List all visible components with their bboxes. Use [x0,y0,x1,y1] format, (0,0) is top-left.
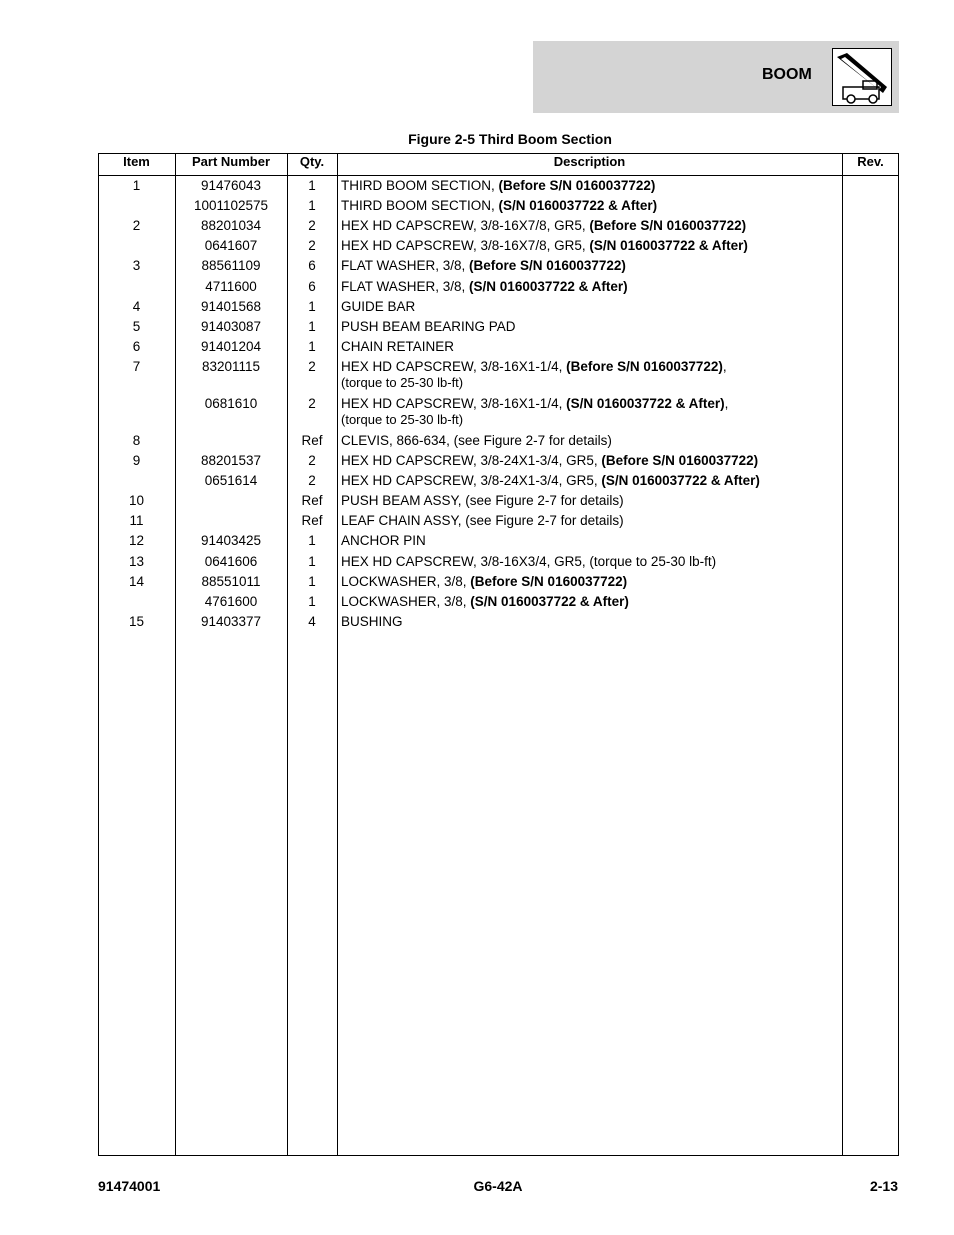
quantity: 1 [308,593,316,609]
serial-range: (S/N 0160037722 & After) [601,473,760,489]
section-title: BOOM [762,66,812,83]
description-text: HEX HD CAPSCREW, 3/8-16X7/8, GR5, [341,218,590,234]
description [341,512,841,529]
item-number: 8 [132,432,141,448]
description [341,278,841,295]
part-number: 91403087 [200,318,262,334]
quantity: 2 [308,395,316,411]
footer-page-number: 2-13 [869,1178,898,1194]
quantity: Ref [301,513,323,529]
item-number: 14 [128,573,145,589]
item-number: 10 [128,493,145,509]
description [341,395,841,428]
description [341,237,841,254]
table-row [98,337,899,357]
description [341,177,841,194]
serial-range: (Before S/N 0160037722) [498,178,656,193]
quantity: 4 [308,613,316,629]
item-number: 15 [128,613,145,629]
description-text: PUSH BEAM BEARING PAD [341,318,516,334]
footer-document-number: 91474001 [98,1178,161,1194]
part-number: 0641606 [204,553,258,569]
table-row [98,317,899,337]
table-row [98,394,899,431]
table-row [98,256,899,276]
description [341,257,841,274]
quantity: 1 [308,533,316,549]
description-text: HEX HD CAPSCREW, 3/8-16X3/4, GR5, (torque to 25-30 lb-ft) [341,553,717,569]
description-text: LOCKWASHER, 3/8, [341,573,471,589]
item-number: 12 [128,533,145,549]
serial-range: (Before S/N 0160037722) [470,573,628,589]
part-number: 91403425 [200,533,262,549]
description-text: THIRD BOOM SECTION, [341,178,499,193]
description-text: GUIDE BAR [341,298,416,314]
part-number: 1001102575 [193,198,269,214]
item-number: 1 [132,178,141,193]
description [341,452,841,469]
quantity: 1 [308,318,316,334]
part-number: 83201115 [201,358,261,374]
item-number: 4 [132,298,141,314]
description [341,492,841,509]
column-header-description: Description [553,154,626,169]
item-number: 2 [132,218,141,234]
description-text: HEX HD CAPSCREW, 3/8-16X7/8, GR5, [341,238,590,254]
quantity: 1 [308,198,316,214]
table-row [98,297,899,317]
serial-range: (Before S/N 0160037722) [566,358,723,374]
part-number: 0641607 [204,238,258,254]
description-text: PUSH BEAM ASSY, (see Figure 2-7 for details) [341,493,624,509]
part-number: 91403377 [200,613,262,629]
quantity: 2 [308,358,316,374]
description-text: CHAIN RETAINER [341,338,455,354]
description [341,358,841,391]
figure-title: Figure 2-5 Third Boom Section [408,131,612,147]
quantity: 2 [308,453,316,468]
quantity: 6 [308,258,316,274]
description [341,298,841,315]
quantity: 1 [308,178,316,193]
table-row [98,431,899,451]
item-number: 7 [132,358,141,374]
quantity: 2 [308,473,316,489]
description [341,338,841,355]
table-row [98,277,899,297]
table-row [98,357,899,394]
table-row [98,612,899,632]
column-header-item: Item [123,154,150,169]
table-row [98,216,899,236]
quantity: Ref [301,432,323,448]
footer-model: G6-42A [473,1178,523,1194]
description-text: THIRD BOOM SECTION, [341,198,499,214]
serial-range: (S/N 0160037722 & After) [470,593,629,609]
boom-icon [832,48,892,106]
quantity: 2 [308,218,316,234]
serial-range: (S/N 0160037722 & After) [566,395,725,411]
table-row [98,471,899,491]
description [341,532,841,549]
serial-range: (S/N 0160037722 & After) [498,198,658,214]
item-number: 3 [132,258,141,274]
description [341,613,841,630]
serial-range: (S/N 0160037722 & After) [589,238,748,254]
description-text: LEAF CHAIN ASSY, (see Figure 2-7 for details) [341,513,624,529]
description-text: HEX HD CAPSCREW, 3/8-24X1-3/4, GR5, [341,473,602,489]
description-text: BUSHING [341,613,403,629]
part-number: 91401204 [200,338,262,354]
quantity: 6 [308,278,316,294]
item-number: 6 [132,338,141,354]
part-number: 88201034 [200,218,262,234]
serial-range: (Before S/N 0160037722) [469,258,626,274]
quantity: Ref [301,493,323,509]
part-number: 91476043 [200,178,262,193]
description [341,593,841,610]
part-number: 4711600 [205,278,257,294]
description-text: FLAT WASHER, 3/8, [341,258,470,274]
serial-range: (Before S/N 0160037722) [589,218,747,234]
description-text: LOCKWASHER, 3/8, [341,593,471,609]
item-number: 9 [132,453,141,468]
item-number: 11 [129,513,144,529]
column-header-part-number: Part Number [191,154,271,169]
table-row [98,572,899,592]
part-number: 91401568 [200,298,262,314]
description [341,573,841,590]
description-tail: , [724,395,729,411]
quantity: 1 [308,573,316,589]
column-header-rev: Rev. [857,154,884,169]
table-row [98,592,899,612]
table-row [98,451,899,471]
description-text: CLEVIS, 866-634, (see Figure 2-7 for details) [341,432,612,448]
part-number: 88551011 [201,573,261,589]
part-number: 0651614 [204,473,258,489]
part-number: 88561109 [201,258,261,274]
description-tail: , [722,358,727,374]
table-row [98,236,899,256]
part-number: 88201537 [200,453,262,468]
quantity: 1 [308,298,316,314]
description-text: ANCHOR PIN [341,533,426,549]
serial-range: (Before S/N 0160037722) [601,453,759,468]
description-text: HEX HD CAPSCREW, 3/8-16X1-1/4, [341,358,567,374]
item-number: 5 [132,318,141,334]
serial-range: (S/N 0160037722 & After) [469,278,628,294]
description [341,318,841,335]
column-header-qty: Qty. [299,154,325,169]
quantity: 1 [308,553,316,569]
description [341,432,841,449]
description [341,472,841,489]
description [341,553,841,570]
part-number: 0681610 [204,395,258,411]
quantity: 1 [308,338,316,354]
table-row [98,531,899,551]
description-text: HEX HD CAPSCREW, 3/8-16X1-1/4, [341,395,567,411]
description [341,197,841,214]
description-text: FLAT WASHER, 3/8, [341,278,470,294]
quantity: 2 [308,238,316,254]
item-number: 13 [128,553,145,569]
table-row [98,196,899,216]
table-row [98,511,899,531]
description-note: (torque to 25-30 lb-ft) [341,374,464,390]
part-number: 4761600 [204,593,258,609]
description-note: (torque to 25-30 lb-ft) [341,411,464,427]
table-row [98,176,899,196]
description [341,217,841,234]
table-row [98,491,899,511]
table-row [98,552,899,572]
description-text: HEX HD CAPSCREW, 3/8-24X1-3/4, GR5, [341,453,602,468]
